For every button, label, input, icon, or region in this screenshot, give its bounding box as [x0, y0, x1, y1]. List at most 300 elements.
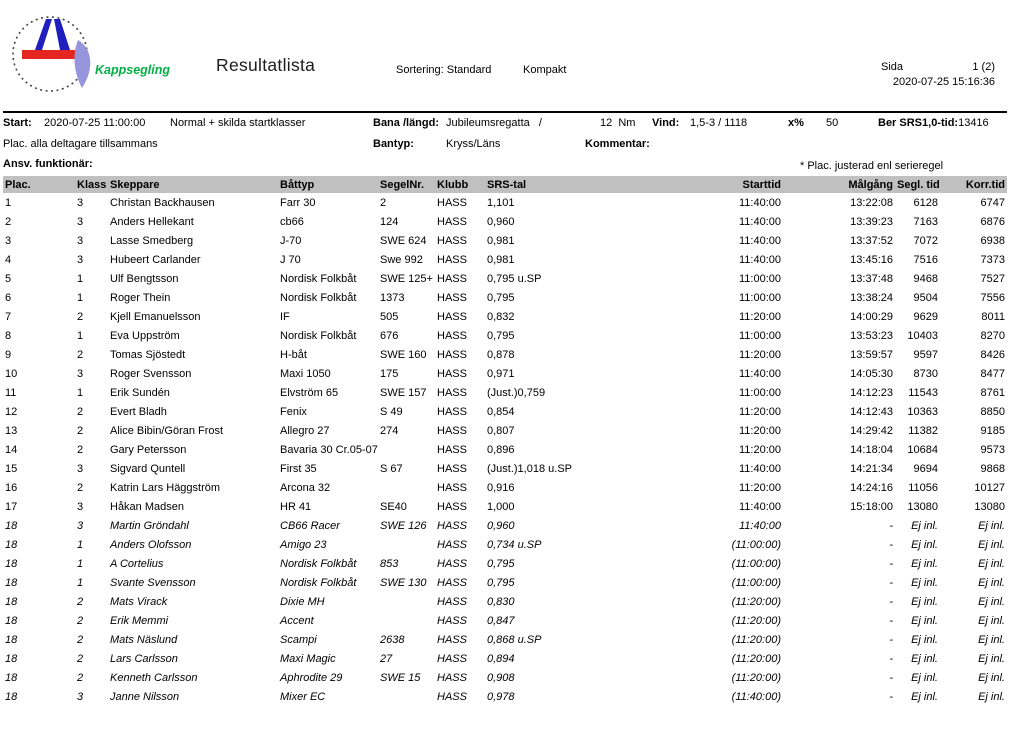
- cell-segltid: 6128: [913, 196, 938, 209]
- cell-korrtid: 10127: [974, 481, 1005, 494]
- cell-plac: 11: [5, 386, 17, 399]
- results-table-body: [3, 193, 1007, 706]
- cell-srs: 0,795: [487, 329, 515, 342]
- cell-battyp: J-70: [280, 234, 302, 247]
- cell-segltid: Ej inl.: [911, 519, 938, 532]
- cell-segelnr: [378, 611, 435, 630]
- cell-korrtid: 8761: [980, 386, 1005, 399]
- cell-segelnr: SWE 15: [380, 671, 421, 684]
- cell-battyp: J 70: [280, 253, 301, 266]
- cell-plac: 8: [5, 329, 12, 342]
- cell-starttid: 11:40:00: [738, 519, 781, 532]
- placement-scope: Plac. alla deltagare tillsammans: [3, 138, 158, 150]
- cell-klass: 2: [77, 310, 84, 323]
- cell-plac: 3: [5, 234, 12, 247]
- cell-segelnr: 853: [380, 557, 399, 570]
- cell-plac: 12: [5, 405, 18, 418]
- cell-klass: 1: [77, 272, 84, 285]
- cell-klass: 1: [77, 386, 84, 399]
- cell-starttid: (11:20:00): [731, 671, 781, 684]
- cell-korrtid: Ej inl.: [978, 557, 1005, 570]
- cell-skeppare: Mats Virack: [110, 595, 168, 608]
- table-row: [3, 478, 1007, 497]
- cell-battyp: CB66 Racer: [280, 519, 340, 532]
- table-row: [3, 383, 1007, 402]
- cell-srs: 0,981: [487, 253, 515, 266]
- cell-segltid: 7163: [913, 215, 938, 228]
- cell-srs: 0,960: [487, 519, 515, 532]
- cell-skeppare: Katrin Lars Häggström: [110, 481, 221, 494]
- distance-value: 12 Nm: [600, 117, 636, 129]
- cell-skeppare: Roger Svensson: [110, 367, 192, 380]
- cell-korrtid: 8011: [981, 310, 1005, 323]
- start-mode: Normal + skilda startklasser: [170, 117, 306, 129]
- cell-segelnr: Swe 992: [380, 253, 423, 266]
- cell-segltid: Ej inl.: [911, 595, 938, 608]
- cell-klass: 2: [77, 633, 84, 646]
- cell-malgang: 13:39:23: [850, 215, 893, 228]
- cell-starttid: 11:20:00: [738, 481, 781, 494]
- cell-segelnr: 274: [380, 424, 399, 437]
- cell-srs: 0,795: [487, 557, 515, 570]
- cell-malgang: -: [889, 633, 893, 646]
- cell-korrtid: Ej inl.: [978, 633, 1005, 646]
- cell-klubb: HASS: [437, 405, 467, 418]
- cell-segelnr: SWE 125+: [380, 272, 433, 285]
- cell-srs: 0,894: [487, 652, 515, 665]
- cell-malgang: 13:22:08: [850, 196, 893, 209]
- cell-korrtid: 6876: [980, 215, 1005, 228]
- cell-srs: 0,795 u.SP: [487, 272, 542, 285]
- start-value: 2020-07-25 11:00:00: [44, 117, 146, 129]
- cell-battyp: cb66: [280, 215, 304, 228]
- cell-segelnr: [378, 687, 435, 706]
- cell-segelnr: SWE 624: [380, 234, 427, 247]
- page-title: Resultatlista: [216, 55, 316, 75]
- cell-plac: 6: [5, 291, 12, 304]
- cell-segltid: 10363: [907, 405, 938, 418]
- cell-malgang: 14:05:30: [850, 367, 893, 380]
- cell-malgang: -: [889, 652, 893, 665]
- cell-segelnr: [378, 440, 435, 459]
- page-indicator: [881, 61, 995, 73]
- table-row: [3, 649, 1007, 668]
- cell-korrtid: Ej inl.: [978, 576, 1005, 589]
- cell-skeppare: Anders Hellekant: [110, 215, 194, 228]
- cell-srs: 0,795: [487, 291, 515, 304]
- cell-plac: 18: [5, 652, 18, 665]
- cell-plac: 5: [5, 272, 12, 285]
- cell-battyp: Scampi: [280, 633, 317, 646]
- cell-klubb: HASS: [437, 196, 467, 209]
- cell-starttid: 11:40:00: [738, 234, 781, 247]
- cell-segltid: 9629: [913, 310, 938, 323]
- cell-segelnr: [378, 592, 435, 611]
- cell-plac: 16: [5, 481, 18, 494]
- cell-battyp: Nordisk Folkbåt: [280, 272, 357, 285]
- cell-malgang: -: [889, 576, 893, 589]
- cell-plac: 18: [5, 519, 18, 532]
- table-row: [3, 231, 1007, 250]
- cell-skeppare: Mats Näslund: [110, 633, 178, 646]
- brand-name: Kappsegling: [95, 63, 171, 77]
- cell-battyp: Fenix: [280, 405, 307, 418]
- column-header-malgang: Målgång: [783, 176, 895, 193]
- cell-segltid: Ej inl.: [911, 576, 938, 589]
- ber-srs-group: [878, 117, 989, 129]
- cell-korrtid: Ej inl.: [978, 652, 1005, 665]
- cell-skeppare: Sigvard Quntell: [110, 462, 186, 475]
- cell-skeppare: Anders Olofsson: [110, 538, 192, 551]
- cell-segelnr: SE40: [380, 500, 407, 513]
- header-divider: [3, 111, 1007, 113]
- cell-skeppare: A Cortelius: [110, 557, 164, 570]
- cell-starttid: 11:40:00: [738, 462, 781, 475]
- cell-korrtid: 7373: [980, 253, 1005, 266]
- cell-battyp: Farr 30: [280, 196, 316, 209]
- cell-klubb: HASS: [437, 215, 467, 228]
- cell-malgang: 13:59:57: [850, 348, 893, 361]
- cell-malgang: 13:37:48: [850, 272, 893, 285]
- cell-battyp: Nordisk Folkbåt: [280, 557, 357, 570]
- cell-klass: 2: [77, 614, 84, 627]
- cell-segltid: 8730: [913, 367, 938, 380]
- cell-korrtid: 6938: [980, 234, 1005, 247]
- column-header-klass: Klass: [75, 176, 108, 193]
- cell-malgang: 15:18:00: [850, 500, 893, 513]
- cell-segelnr: 175: [380, 367, 399, 380]
- cell-battyp: Nordisk Folkbåt: [280, 291, 357, 304]
- cell-korrtid: Ej inl.: [978, 690, 1005, 703]
- cell-skeppare: Erik Memmi: [110, 614, 169, 627]
- table-row: [3, 687, 1007, 706]
- cell-klubb: HASS: [437, 633, 467, 646]
- cell-klass: 1: [77, 557, 84, 570]
- cell-skeppare: Roger Thein: [110, 291, 171, 304]
- cell-klubb: HASS: [437, 443, 467, 456]
- cell-skeppare: Kjell Emanuelsson: [110, 310, 201, 323]
- cell-klubb: HASS: [437, 557, 467, 570]
- cell-klass: 2: [77, 424, 84, 437]
- cell-starttid: 11:40:00: [738, 196, 781, 209]
- cell-segltid: 11056: [908, 481, 938, 494]
- cell-starttid: 11:00:00: [738, 272, 781, 285]
- official-label: Ansv. funktionär:: [3, 158, 93, 170]
- cell-klubb: HASS: [437, 500, 467, 513]
- cell-segltid: 10403: [907, 329, 938, 342]
- cell-klass: 2: [77, 481, 84, 494]
- cell-klass: 1: [77, 329, 84, 342]
- cell-malgang: 14:18:04: [850, 443, 893, 456]
- cell-segltid: Ej inl.: [911, 652, 938, 665]
- sorting-label: Sortering: Standard: [396, 64, 492, 76]
- cell-malgang: -: [889, 519, 893, 532]
- cell-skeppare: Erik Sundén: [110, 386, 170, 399]
- page-label: Sida: [881, 61, 904, 73]
- cell-malgang: -: [889, 690, 893, 703]
- table-row: [3, 573, 1007, 592]
- column-header-srs: SRS-tal: [485, 176, 593, 193]
- cell-klass: 1: [77, 291, 84, 304]
- table-row: [3, 630, 1007, 649]
- cell-segltid: 10684: [907, 443, 938, 456]
- cell-battyp: Nordisk Folkbåt: [280, 329, 357, 342]
- cell-srs: 0,878: [487, 348, 515, 361]
- table-row: [3, 592, 1007, 611]
- cell-malgang: 14:21:34: [850, 462, 893, 475]
- cell-korrtid: Ej inl.: [978, 671, 1005, 684]
- cell-malgang: 13:45:16: [850, 253, 893, 266]
- table-row: [3, 440, 1007, 459]
- cell-battyp: Bavaria 30 Cr.05-07: [280, 443, 378, 456]
- cell-klass: 2: [77, 348, 84, 361]
- cell-segelnr: 676: [380, 329, 399, 342]
- table-row: [3, 421, 1007, 440]
- cell-klass: 3: [77, 367, 84, 380]
- cell-srs: 1,000: [487, 500, 515, 513]
- cell-battyp: Aphrodite 29: [280, 671, 343, 684]
- table-row: [3, 611, 1007, 630]
- cell-korrtid: 8477: [980, 367, 1005, 380]
- cell-srs: (Just.)1,018 u.SP: [487, 462, 572, 475]
- table-row: [3, 516, 1007, 535]
- table-row: [3, 345, 1007, 364]
- cell-battyp: First 35: [280, 462, 317, 475]
- cell-segltid: Ej inl.: [911, 614, 938, 627]
- cell-klubb: HASS: [437, 690, 467, 703]
- cell-klass: 2: [77, 595, 84, 608]
- cell-korrtid: Ej inl.: [978, 519, 1005, 532]
- table-row: [3, 250, 1007, 269]
- column-header-battyp: Båttyp: [278, 176, 378, 193]
- cell-klass: 3: [77, 519, 84, 532]
- cell-srs: 0,908: [487, 671, 515, 684]
- cell-plac: 14: [5, 443, 18, 456]
- cell-starttid: 11:20:00: [738, 443, 781, 456]
- cell-starttid: 11:20:00: [738, 348, 781, 361]
- cell-srs: 0,832: [487, 310, 515, 323]
- cell-starttid: (11:00:00): [731, 538, 781, 551]
- cell-battyp: Maxi Magic: [280, 652, 336, 665]
- cell-starttid: (11:40:00): [731, 690, 781, 703]
- bantyp-label: Bantyp:: [373, 138, 414, 150]
- cell-battyp: Amigo 23: [280, 538, 327, 551]
- cell-srs: 0,847: [487, 614, 515, 627]
- print-timestamp: 2020-07-25 15:16:36: [892, 76, 995, 88]
- cell-korrtid: 13080: [974, 500, 1005, 513]
- ber-srs-value: 13416: [958, 117, 989, 129]
- cell-starttid: 11:40:00: [738, 253, 781, 266]
- cell-battyp: Elvström 65: [280, 386, 339, 399]
- bantyp-value: Kryss/Läns: [446, 138, 501, 150]
- cell-battyp: Nordisk Folkbåt: [280, 576, 357, 589]
- cell-malgang: 14:12:43: [850, 405, 893, 418]
- cell-battyp: Arcona 32: [280, 481, 331, 494]
- cell-starttid: (11:20:00): [731, 595, 781, 608]
- comment-label: Kommentar:: [585, 138, 650, 150]
- cell-plac: 18: [5, 576, 18, 589]
- cell-battyp: HR 41: [280, 500, 312, 513]
- cell-segelnr: SWE 157: [380, 386, 427, 399]
- kappsegling-logo-icon: [8, 6, 96, 98]
- cell-battyp: Dixie MH: [280, 595, 325, 608]
- cell-segelnr: SWE 160: [380, 348, 427, 361]
- cell-skeppare: Alice Bibin/Göran Frost: [110, 424, 224, 437]
- table-row: [3, 326, 1007, 345]
- cell-starttid: 11:20:00: [738, 424, 781, 437]
- cell-korrtid: 9868: [980, 462, 1005, 475]
- cell-plac: 4: [5, 253, 12, 266]
- cell-plac: 18: [5, 690, 18, 703]
- cell-malgang: 13:37:52: [850, 234, 893, 247]
- cell-starttid: (11:00:00): [731, 557, 781, 570]
- cell-srs: 0,971: [487, 367, 515, 380]
- cell-battyp: IF: [280, 310, 290, 323]
- cell-klass: 3: [77, 234, 84, 247]
- cell-segltid: 11543: [908, 386, 938, 399]
- cell-skeppare: Hubeert Carlander: [110, 253, 201, 266]
- cell-starttid: (11:20:00): [731, 614, 781, 627]
- cell-klubb: HASS: [437, 310, 467, 323]
- cell-plac: 18: [5, 557, 18, 570]
- cell-malgang: 14:00:29: [850, 310, 893, 323]
- cell-klubb: HASS: [437, 424, 467, 437]
- table-row: [3, 288, 1007, 307]
- course-label: Bana /längd:: [373, 117, 440, 129]
- cell-skeppare: Kenneth Carlsson: [110, 671, 198, 684]
- cell-korrtid: 8850: [980, 405, 1005, 418]
- x-percent-label: x%: [788, 117, 804, 129]
- cell-skeppare: Tomas Sjöstedt: [110, 348, 186, 361]
- cell-klubb: HASS: [437, 253, 467, 266]
- cell-korrtid: Ej inl.: [978, 614, 1005, 627]
- cell-korrtid: 9573: [980, 443, 1005, 456]
- table-row: [3, 193, 1007, 212]
- cell-korrtid: 6747: [980, 196, 1005, 209]
- column-header-starttid: Starttid: [593, 176, 783, 193]
- cell-plac: 17: [5, 500, 18, 513]
- table-row: [3, 497, 1007, 516]
- column-header-segelnr: SegelNr.: [378, 176, 435, 193]
- cell-battyp: Allegro 27: [280, 424, 330, 437]
- cell-srs: 1,101: [487, 196, 515, 209]
- cell-plac: 9: [5, 348, 12, 361]
- cell-skeppare: Martin Gröndahl: [110, 519, 189, 532]
- cell-malgang: -: [889, 595, 893, 608]
- cell-battyp: Accent: [280, 614, 314, 627]
- cell-klubb: HASS: [437, 671, 467, 684]
- cell-malgang: -: [889, 671, 893, 684]
- cell-klubb: HASS: [437, 595, 467, 608]
- cell-klass: 1: [77, 538, 84, 551]
- cell-plac: 18: [5, 595, 18, 608]
- column-header-skeppare: Skeppare: [108, 176, 278, 193]
- cell-klubb: HASS: [437, 538, 467, 551]
- cell-starttid: 11:00:00: [738, 329, 781, 342]
- cell-srs: 0,868 u.SP: [487, 633, 542, 646]
- cell-segltid: 13080: [907, 500, 938, 513]
- table-row: [3, 402, 1007, 421]
- cell-klubb: HASS: [437, 329, 467, 342]
- cell-plac: 2: [5, 215, 12, 228]
- cell-srs: 0,916: [487, 481, 515, 494]
- cell-skeppare: Ulf Bengtsson: [110, 272, 179, 285]
- cell-plac: 7: [5, 310, 12, 323]
- cell-segelnr: 27: [380, 652, 393, 665]
- cell-klass: 2: [77, 405, 84, 418]
- table-row: [3, 364, 1007, 383]
- cell-klubb: HASS: [437, 386, 467, 399]
- cell-segelnr: 2638: [380, 633, 405, 646]
- cell-starttid: (11:20:00): [731, 652, 781, 665]
- table-row: [3, 668, 1007, 687]
- cell-klubb: HASS: [437, 652, 467, 665]
- cell-korrtid: 9185: [980, 424, 1005, 437]
- wind-label: Vind:: [652, 117, 680, 129]
- cell-skeppare: Evert Bladh: [110, 405, 167, 418]
- cell-srs: 0,734 u.SP: [487, 538, 542, 551]
- cell-klubb: HASS: [437, 234, 467, 247]
- cell-malgang: 14:29:42: [850, 424, 893, 437]
- cell-segelnr: S 49: [380, 405, 403, 418]
- cell-klubb: HASS: [437, 291, 467, 304]
- cell-starttid: 11:20:00: [738, 310, 781, 323]
- cell-malgang: -: [889, 614, 893, 627]
- column-header-klubb: Klubb: [435, 176, 485, 193]
- cell-klass: 3: [77, 690, 84, 703]
- cell-skeppare: Christan Backhausen: [110, 196, 215, 209]
- cell-klubb: HASS: [437, 272, 467, 285]
- cell-segelnr: SWE 126: [380, 519, 427, 532]
- cell-korrtid: 7527: [980, 272, 1005, 285]
- cell-korrtid: 8426: [980, 348, 1005, 361]
- cell-plac: 18: [5, 671, 18, 684]
- column-header-plac: Plac.: [3, 176, 75, 193]
- cell-srs: 0,854: [487, 405, 515, 418]
- cell-skeppare: Svante Svensson: [110, 576, 196, 589]
- cell-klubb: HASS: [437, 462, 467, 475]
- cell-srs: 0,896: [487, 443, 515, 456]
- ber-srs-label: Ber SRS1,0-tid:: [878, 117, 959, 129]
- cell-plac: 1: [5, 196, 12, 209]
- cell-klubb: HASS: [437, 519, 467, 532]
- cell-starttid: (11:20:00): [731, 633, 781, 646]
- cell-segltid: 9504: [913, 291, 938, 304]
- course-value: Jubileumsregatta /: [446, 117, 542, 129]
- cell-klass: 2: [77, 671, 84, 684]
- cell-segelnr: SWE 130: [380, 576, 427, 589]
- cell-srs: 0,981: [487, 234, 515, 247]
- cell-skeppare: Janne Nilsson: [110, 690, 180, 703]
- cell-segelnr: 124: [380, 215, 399, 228]
- cell-plac: 18: [5, 633, 18, 646]
- cell-plac: 15: [5, 462, 18, 475]
- cell-segltid: 9597: [913, 348, 938, 361]
- cell-starttid: 11:40:00: [738, 500, 781, 513]
- cell-segltid: 7072: [913, 234, 938, 247]
- cell-srs: 0,978: [487, 690, 515, 703]
- cell-klubb: HASS: [437, 614, 467, 627]
- cell-klubb: HASS: [437, 481, 467, 494]
- cell-klass: 2: [77, 652, 84, 665]
- cell-klass: 3: [77, 215, 84, 228]
- cell-plac: 18: [5, 614, 18, 627]
- cell-battyp: Maxi 1050: [280, 367, 331, 380]
- cell-srs: 0,807: [487, 424, 515, 437]
- cell-segltid: Ej inl.: [911, 633, 938, 646]
- cell-skeppare: Lasse Smedberg: [110, 234, 194, 247]
- cell-klass: 2: [77, 443, 84, 456]
